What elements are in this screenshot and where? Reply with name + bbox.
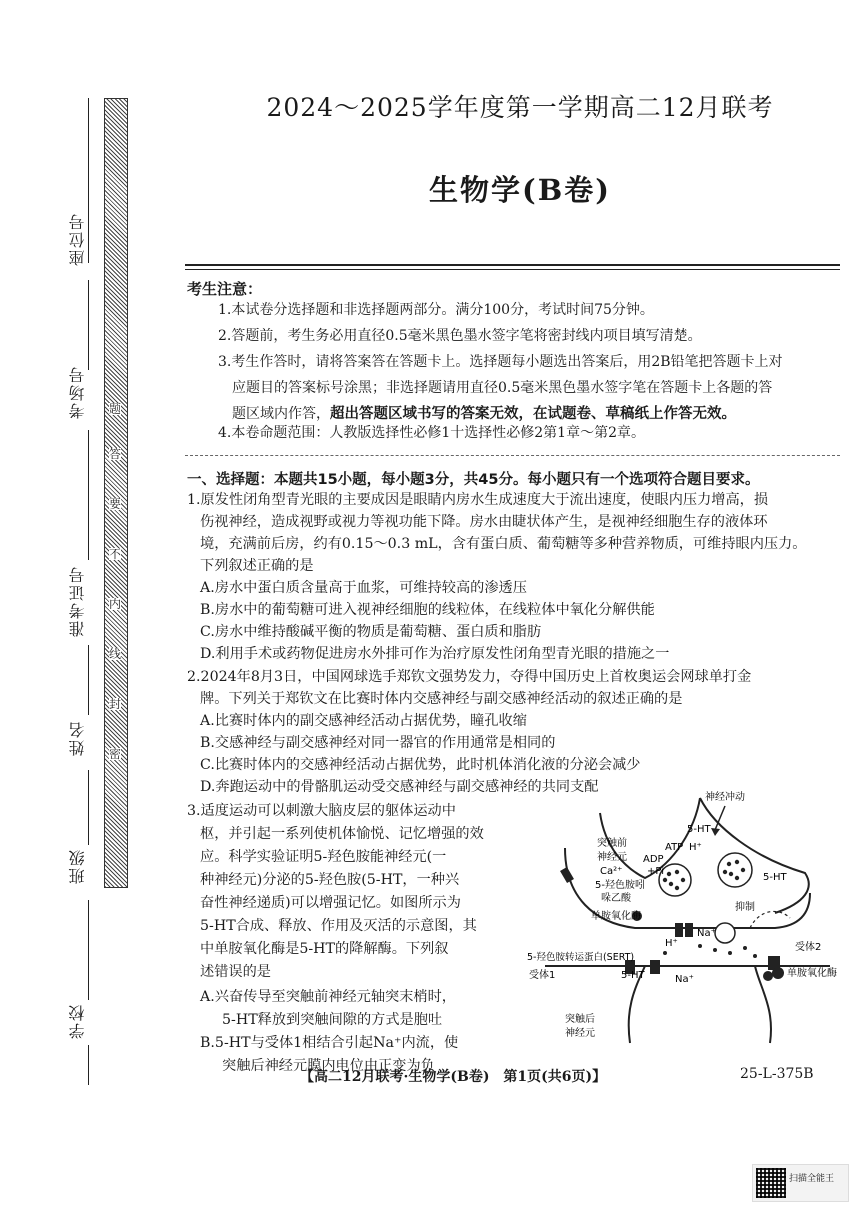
synapse-diagram bbox=[525, 788, 845, 1056]
seal-word: 要 bbox=[109, 497, 122, 511]
vesicle-dot bbox=[667, 872, 671, 876]
serotonin-molecule bbox=[698, 944, 702, 948]
seal-word: 线 bbox=[109, 647, 122, 661]
label-serotonin: 5-HT bbox=[687, 824, 711, 835]
binding-margin bbox=[0, 0, 160, 1100]
label-sodium: Na⁺ bbox=[675, 974, 694, 985]
label-postsynaptic: 神经元 bbox=[565, 1028, 595, 1039]
question-2-stem: 2.2024年8月3日，中国网球选手郑钦文强势发力，夺得中国历史上首枚奥运会网球单打金 bbox=[187, 669, 752, 685]
question-1-option-d: D.利用手术或药物促进房水外排可作为治疗原发性闭角型青光眼的措施之一 bbox=[200, 646, 670, 662]
header-rule bbox=[185, 264, 840, 266]
label-sert: 5-羟色胺转运蛋白(SERT) bbox=[527, 952, 635, 963]
label-mao: 单胺氧化酶 bbox=[591, 911, 641, 922]
sert-transporter bbox=[675, 923, 683, 937]
question-1-stem: 1.原发性闭角型青光眼的主要成因是眼睛内房水生成速度大于流出速度，使眼内压力增高，损 bbox=[187, 492, 769, 508]
label-serotonin: 5-HT bbox=[621, 970, 645, 981]
question-3-stem: 述错误的是 bbox=[200, 964, 271, 980]
presynaptic-terminal-outline bbox=[700, 798, 809, 913]
notice-item: 4.本卷命题范围：人教版选择性必修1十选择性必修2第1章～第2章。 bbox=[218, 425, 645, 441]
label-receptor-1: 受体1 bbox=[529, 970, 556, 981]
synaptic-vesicle bbox=[718, 853, 752, 887]
vesicle-dot bbox=[735, 860, 739, 864]
field-ticket-number: 准考证号 bbox=[68, 565, 87, 637]
field-class: 班级 bbox=[68, 848, 87, 884]
section-divider bbox=[185, 455, 840, 456]
question-3-stem: 种神经元)分泌的5-羟色胺(5-HT，一种兴 bbox=[200, 872, 460, 888]
field-exam-room: 考场号 bbox=[68, 365, 87, 419]
field-seat-number: 座位号 bbox=[68, 212, 87, 266]
question-1-option-a: A.房水中蛋白质含量高于血浆，可维持较高的渗透压 bbox=[200, 580, 527, 596]
label-impulse: 神经冲动 bbox=[705, 792, 745, 803]
question-3-stem: 中单胺氧化酶是5-HT的降解酶。下列叙 bbox=[200, 941, 449, 957]
vesicle-dot bbox=[663, 878, 667, 882]
question-3-stem: 5-HT合成、释放、作用及灭活的示意图，其 bbox=[200, 918, 477, 934]
vesicle-dot bbox=[741, 868, 745, 872]
label-calcium: Ca²⁺ bbox=[600, 866, 623, 877]
reuptake-vesicle bbox=[715, 923, 735, 943]
notice-title: 考生注意： bbox=[187, 280, 263, 298]
label-proton: H⁺ bbox=[689, 842, 702, 853]
question-3-option-b: B.5-HT与受体1相结合引起Na⁺内流，使 bbox=[200, 1035, 459, 1051]
header-rule bbox=[185, 269, 840, 270]
seal-word: 密 bbox=[109, 747, 122, 761]
mao-enzyme bbox=[772, 967, 784, 979]
serotonin-molecule bbox=[663, 951, 667, 955]
vesicle-dot bbox=[681, 878, 685, 882]
notice-item: 1.本试卷分选择题和非选择题两部分。满分100分，考试时间75分钟。 bbox=[218, 302, 654, 318]
field-line bbox=[88, 430, 89, 560]
seal-word: 不 bbox=[109, 547, 122, 561]
notice-item: 应题目的答案标号涂黑；非选择题请用直径0.5毫米黑色墨水签字笔在答题卡上各题的答 bbox=[232, 380, 773, 396]
serotonin-molecule bbox=[753, 954, 757, 958]
question-2-option-a: A.比赛时体内的副交感神经活动占据优势，瞳孔收缩 bbox=[200, 713, 527, 729]
notice-text: 题区域内作答， bbox=[232, 406, 330, 422]
serotonin-molecule bbox=[743, 946, 747, 950]
qr-code-icon bbox=[756, 1168, 786, 1198]
label-serotonin: 5-HT bbox=[763, 872, 787, 883]
receptor-1 bbox=[650, 960, 660, 974]
vesicle-dot bbox=[669, 882, 673, 886]
question-2-option-b: B.交感神经与副交感神经对同一器官的作用通常是相同的 bbox=[200, 735, 556, 751]
exam-subject: 生物学(B卷) bbox=[429, 173, 611, 207]
question-1-option-b: B.房水中的葡萄糖可进入视神经细胞的线粒体，在线粒体中氧化分解供能 bbox=[200, 602, 655, 618]
question-3-option-a: A.兴奋传导至突触前神经元轴突末梢时， bbox=[200, 989, 456, 1005]
scanner-watermark bbox=[752, 1164, 849, 1202]
scanner-label: 扫描全能王 bbox=[789, 1174, 835, 1184]
seal-word: 内 bbox=[109, 597, 122, 611]
question-1-stem: 境，充满前后房，约有0.15～0.3 mL，含有蛋白质、葡萄糖等多种营养物质，可维持眼内压力。 bbox=[200, 536, 807, 552]
impulse-arrow bbox=[715, 806, 725, 830]
label-presynaptic: 神经元 bbox=[597, 852, 627, 863]
notice-emphasis: 超出答题区域书写的答案无效，在试题卷、草稿纸上作答无效。 bbox=[330, 406, 736, 422]
label-proton: H⁺ bbox=[665, 938, 678, 949]
question-2-option-d: D.奔跑运动中的骨骼肌运动受交感神经与副交感神经的共同支配 bbox=[200, 779, 599, 795]
label-presynaptic: 突触前 bbox=[597, 838, 627, 849]
notice-item: 3.考生作答时，请将答案答在答题卡上。选择题每小题选出答案后，用2B铅笔把答题卡上对 bbox=[218, 354, 783, 370]
vesicle-dot bbox=[675, 886, 679, 890]
seal-word: 封 bbox=[109, 697, 122, 711]
paper-code: 25-L-375B bbox=[740, 1066, 814, 1082]
label-sodium: Na⁺ bbox=[697, 928, 716, 939]
question-3-stem: 枢，并引起一系列使机体愉悦、记忆增强的效 bbox=[200, 826, 484, 842]
calcium-channel bbox=[560, 867, 574, 883]
label-receptor-2: 受体2 bbox=[795, 942, 822, 953]
field-line bbox=[88, 280, 89, 370]
question-3-option-b-cont: 突触后神经元膜内电位由正变为负 bbox=[222, 1058, 435, 1074]
serotonin-molecule bbox=[728, 951, 732, 955]
question-3-option-a-cont: 5-HT释放到突触间隙的方式是胞吐 bbox=[222, 1012, 443, 1028]
notice-item: 2.答题前，考生务必用直径0.5毫米黑色墨水签字笔将密封线内项目填写清楚。 bbox=[218, 328, 702, 344]
seal-word: 答 bbox=[109, 447, 122, 461]
sert-transporter bbox=[685, 923, 693, 937]
vesicle-dot bbox=[723, 870, 727, 874]
vesicle-dot bbox=[727, 862, 731, 866]
label-inhibit: 抑制 bbox=[735, 902, 755, 913]
field-name: 姓名 bbox=[68, 720, 87, 756]
seal-band bbox=[104, 98, 128, 888]
question-3-stem: 奋性神经递质)可以增强记忆。如图所示为 bbox=[200, 895, 461, 911]
field-line bbox=[88, 770, 89, 845]
question-3-stem: 应。科学实验证明5-羟色胺能神经元(一 bbox=[200, 849, 447, 865]
serotonin-molecule bbox=[713, 948, 717, 952]
impulse-arrowhead bbox=[711, 828, 720, 836]
section-heading: 一、选择题：本题共15小题，每小题3分，共45分。每小题只有一个选项符合题目要求。 bbox=[187, 472, 760, 488]
inhibition-arrow bbox=[750, 911, 790, 928]
label-5hiaa: 5-羟色胺吲 bbox=[595, 880, 645, 891]
label-pi: +Pi bbox=[647, 866, 664, 877]
page-footer: 【高二12月联考·生物学(B卷) 第1页(共6页)】 bbox=[300, 1069, 607, 1085]
field-line bbox=[88, 645, 89, 715]
question-2-stem: 牌。下列关于郑钦文在比赛时体内交感神经与副交感神经活动的叙述正确的是 bbox=[200, 691, 683, 707]
label-postsynaptic: 突触后 bbox=[565, 1014, 595, 1025]
field-line bbox=[88, 1045, 89, 1085]
question-1-option-c: C.房水中维持酸碱平衡的物质是葡萄糖、蛋白质和脂肪 bbox=[200, 624, 542, 640]
label-adp: ADP bbox=[643, 854, 664, 865]
question-3-stem: 3.适度运动可以刺激大脑皮层的躯体运动中 bbox=[187, 803, 456, 819]
vesicle-dot bbox=[675, 870, 679, 874]
vesicle-dot bbox=[735, 876, 739, 880]
label-5hiaa: 哚乙酸 bbox=[601, 893, 631, 904]
question-1-stem: 下列叙述正确的是 bbox=[200, 558, 314, 574]
question-2-option-c: C.比赛时体内的交感神经活动占据优势，此时机体消化液的分泌会减少 bbox=[200, 757, 641, 773]
question-1-stem: 伤视神经，造成视野或视力等视功能下降。房水由睫状体产生，是视神经细胞生存的液体环 bbox=[200, 514, 768, 530]
field-line bbox=[88, 900, 89, 1000]
mao-enzyme bbox=[763, 971, 773, 981]
label-atp: ATP bbox=[665, 842, 684, 853]
field-school: 学校 bbox=[68, 1003, 87, 1039]
label-mao: 单胺氧化酶 bbox=[787, 968, 837, 979]
seal-word: 题 bbox=[109, 402, 122, 416]
vesicle-dot bbox=[729, 872, 733, 876]
exam-title: 2024～2025学年度第一学期高二12月联考 bbox=[266, 93, 774, 122]
